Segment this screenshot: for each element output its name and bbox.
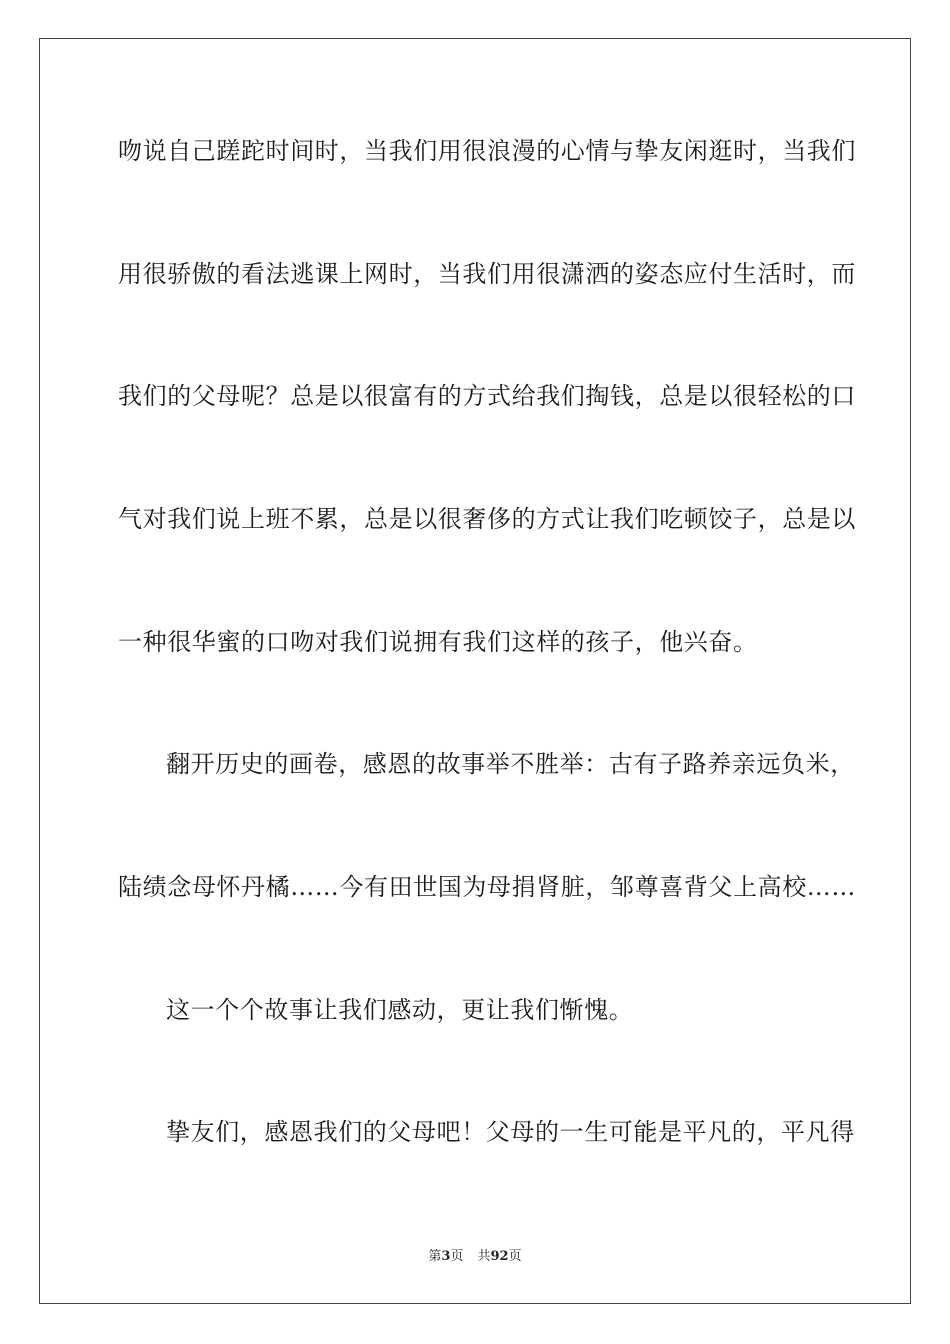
paragraph-line: 一种很华蜜的口吻对我们说拥有我们这样的孩子，他兴奋。 (118, 628, 758, 656)
footer-page-total: 92 (490, 1249, 509, 1264)
footer-page-prefix: 第 (428, 1249, 442, 1264)
paragraph-line: 陆绩念母怀丹橘……今有田世国为母捐肾脏，邹尊喜背父上高校…… (118, 873, 856, 901)
footer-page-current: 3 (441, 1249, 451, 1264)
paragraph-line: 用很骄傲的看法逃课上网时，当我们用很潇洒的姿态应付生活时，而 (118, 260, 856, 288)
paragraph-line: 这一个个故事让我们感动，更让我们惭愧。 (166, 996, 634, 1024)
paragraph-line: 我们的父母呢？总是以很富有的方式给我们掏钱，总是以很轻松的口 (118, 382, 856, 410)
paragraph-line: 翻开历史的画卷，感恩的故事举不胜举：古有子路养亲远负米， (166, 750, 855, 778)
footer-total-prefix: 共 (477, 1249, 491, 1264)
paragraph-line: 气对我们说上班不累，总是以很奢侈的方式让我们吃顿饺子，总是以 (118, 505, 856, 533)
paragraph-line: 挚友们，感恩我们的父母吧！父母的一生可能是平凡的，平凡得 (166, 1118, 855, 1146)
footer-page-unit: 页 (450, 1249, 464, 1264)
page-frame (39, 38, 911, 1304)
paragraph-line: 吻说自己蹉跎时间时，当我们用很浪漫的心情与挚友闲逛时，当我们 (118, 137, 856, 165)
footer-total-unit: 页 (508, 1249, 522, 1264)
page-footer (0, 1248, 950, 1266)
